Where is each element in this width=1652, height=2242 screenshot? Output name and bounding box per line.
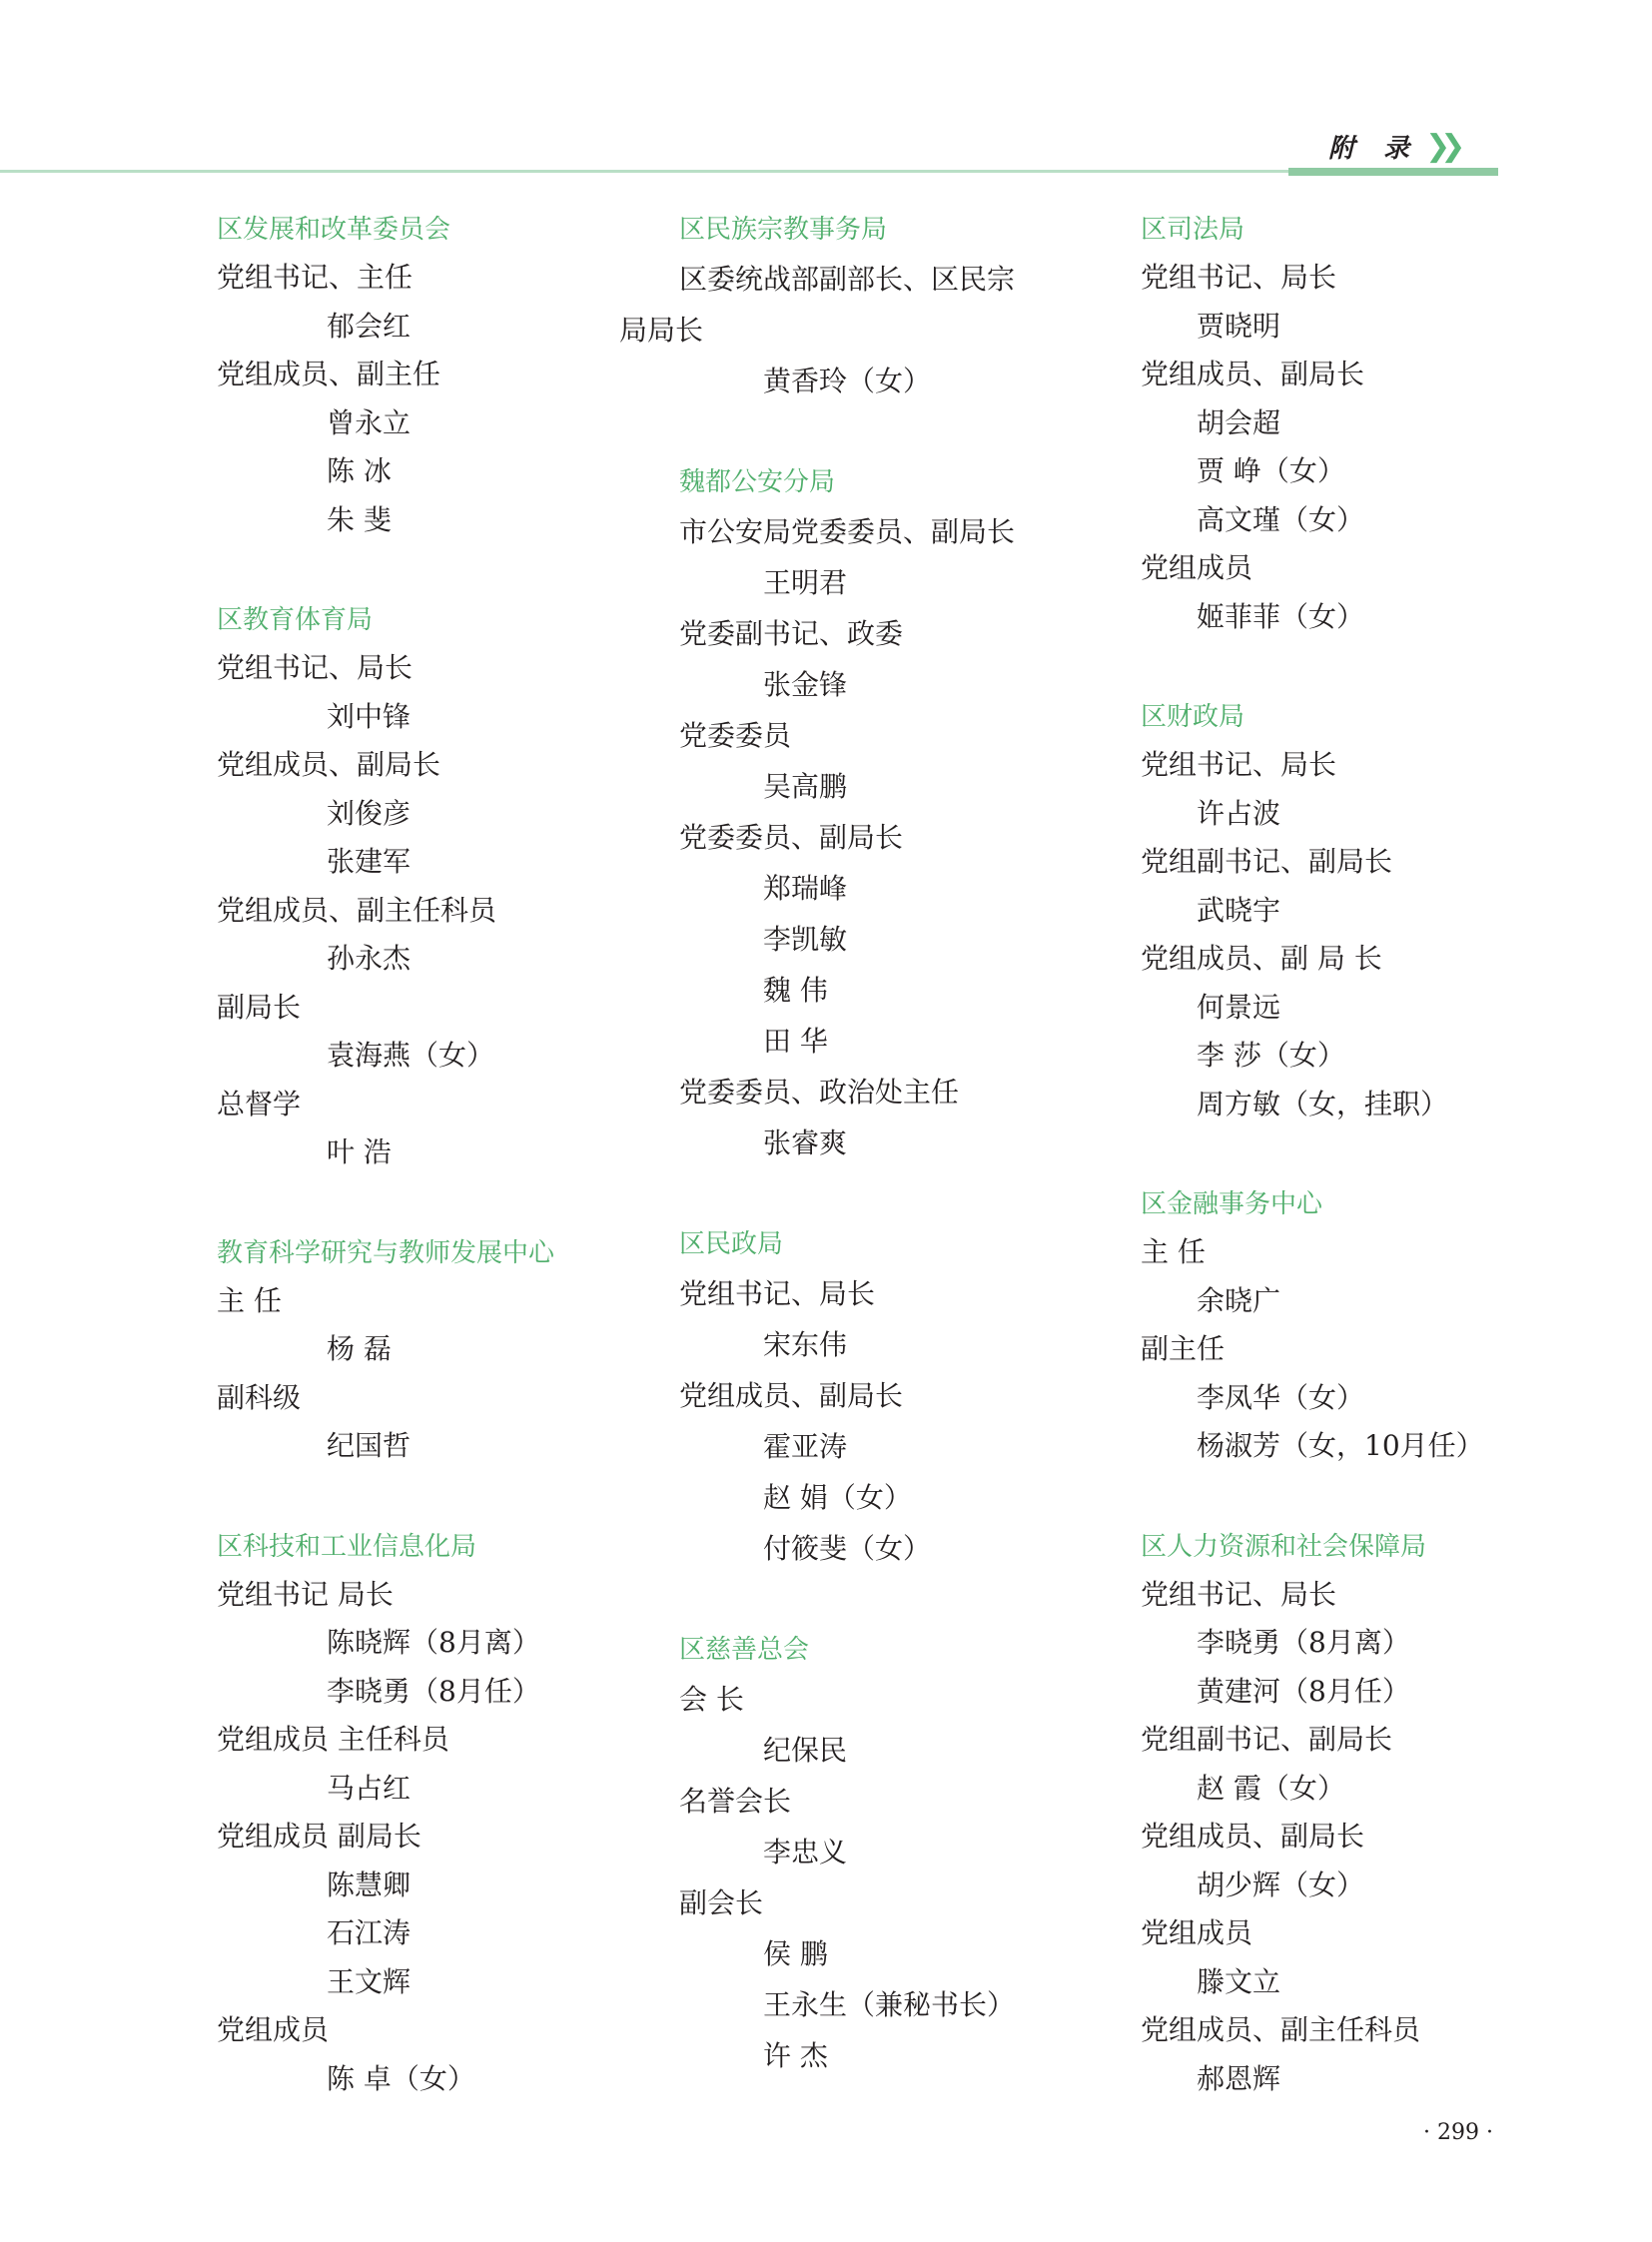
post-title: 副局长 [217,990,302,1024]
post-title: 副会长 [679,1886,764,1919]
post-title: 党组成员、副局长 [1141,1820,1365,1853]
person-name: 胡少辉（女） [1197,1868,1365,1901]
person-name: 陈晓辉（8月离） [327,1626,540,1659]
post-title: 党委委员、副局长 [679,821,904,854]
org-title: 魏都公安分局 [679,467,836,497]
person-name: 陈慧卿 [327,1868,412,1901]
column-left [217,206,646,2155]
post-title: 副科级 [217,1380,302,1414]
post-title: 党组成员 [1141,551,1253,584]
post-title: 党组书记、局长 [679,1277,876,1310]
post-title: 党组书记 局长 [217,1577,394,1611]
post-title: 总督学 [217,1087,302,1121]
person-name: 张睿爽 [763,1126,848,1159]
org-section [217,206,646,544]
person-name: 纪保民 [763,1734,848,1767]
person-name: 武晓宇 [1197,893,1281,927]
person-name: 王永生（兼秘书长） [763,1988,1016,2021]
person-name: 许 杰 [763,2039,828,2072]
post-title: 党组成员、副 局 长 [1141,942,1382,975]
org-section [217,1523,646,2104]
person-name: 曾永立 [327,405,412,439]
column-right [1141,206,1540,2155]
person-name: 孙永杰 [327,942,412,975]
person-name: 李晓勇（8月离） [1197,1626,1410,1659]
post-title: 党组成员 [217,2013,330,2046]
org-section [217,596,646,1177]
person-name: 杨淑芳（女，10月任） [1197,1429,1484,1462]
person-name: 赵 霞（女） [1197,1771,1345,1805]
person-name: 郝恩辉 [1197,2061,1281,2095]
person-name: 刘俊彦 [327,796,412,830]
post-title: 党组书记、局长 [1141,261,1337,294]
person-name: 杨 磊 [327,1332,392,1365]
person-name: 马占红 [327,1771,412,1805]
org-title: 区慈善总会 [679,1635,810,1665]
person-name: 霍亚涛 [763,1430,848,1463]
person-name: 张建军 [327,845,412,878]
org-section [679,1220,1079,1574]
person-name: 黄建河（8月任） [1197,1674,1410,1708]
post-title: 党组书记、局长 [1141,1577,1337,1611]
person-name: 郁会红 [327,309,412,343]
person-name: 李凤华（女） [1197,1380,1365,1414]
org-title: 区科技和工业信息化局 [217,1531,477,1562]
org-section [619,206,1079,406]
org-section [679,1626,1079,2081]
section-name: 附 录 [1328,133,1420,164]
post-title: 党委副书记、政委 [679,617,904,650]
person-name: 刘中锋 [327,699,412,733]
person-name: 余晓广 [1197,1283,1281,1317]
person-name: 吴高鹏 [763,770,848,803]
post-title: 市公安局党委委员、副局长 [679,515,1016,548]
post-title: 党组成员、副局长 [679,1379,904,1412]
person-name: 叶 浩 [327,1135,392,1168]
post-title: 会 长 [679,1683,744,1716]
post-title: 党组成员、副局长 [217,748,441,781]
person-name: 姬菲菲（女） [1197,599,1365,633]
post-title: 主 任 [1141,1235,1206,1268]
person-name: 何景远 [1197,990,1281,1024]
org-section [1141,1180,1540,1471]
page-number: · 299 · [1423,2120,1493,2145]
org-title: 区发展和改革委员会 [217,215,451,245]
person-name: 赵 娟（女） [763,1481,912,1514]
post-title: 区委统战部副部长、区民宗 [679,263,1016,296]
post-title: 党委委员、政治处主任 [679,1076,960,1109]
org-section [1141,1523,1540,2104]
post-title: 党组书记、局长 [217,651,413,684]
person-name: 贾 峥（女） [1197,454,1345,487]
post-title: 党组成员、副主任 [217,358,441,390]
post-title: 局局长 [619,314,704,347]
org-title: 区金融事务中心 [1141,1189,1323,1219]
org-title: 区民族宗教事务局 [679,215,888,245]
post-title: 党组副书记、副局长 [1141,845,1393,878]
org-section [1141,693,1540,1128]
person-name: 滕文立 [1197,1964,1281,1998]
person-name: 胡会超 [1197,405,1281,439]
person-name: 石江涛 [327,1916,412,1949]
person-name: 李 莎（女） [1197,1039,1345,1072]
header-accent-bar [1288,168,1498,176]
person-name: 王明君 [763,566,848,599]
header-rule [0,170,1498,173]
person-name: 许占波 [1197,796,1281,830]
double-chevron-right-icon: ❯❯ [1425,128,1456,164]
person-name: 张金锋 [763,668,848,701]
running-head [1328,128,1455,164]
person-name: 付筱斐（女） [763,1532,932,1565]
org-title: 区教育体育局 [217,605,374,635]
org-title: 区司法局 [1141,215,1245,245]
org-title: 区人力资源和社会保障局 [1141,1531,1427,1562]
post-title: 党委委员 [679,719,792,752]
org-title: 教育科学研究与教师发展中心 [217,1237,555,1268]
person-name: 袁海燕（女） [327,1039,495,1072]
post-title: 党组成员 主任科员 [217,1723,449,1756]
post-title: 党组成员、副局长 [1141,358,1365,390]
post-title: 党组成员 [1141,1916,1253,1949]
post-title: 党组书记、局长 [1141,748,1337,781]
column-middle [619,206,1079,2133]
person-name: 李忠义 [763,1836,848,1868]
person-name: 郑瑞峰 [763,872,848,905]
person-name: 田 华 [763,1025,828,1058]
person-name: 李晓勇（8月任） [327,1674,540,1708]
person-name: 周方敏（女，挂职） [1197,1087,1449,1121]
person-name: 陈 卓（女） [327,2061,475,2095]
org-section [1141,206,1540,641]
post-title: 党组成员、副主任科员 [217,893,497,927]
post-title: 党组成员 副局长 [217,1820,421,1853]
post-title: 党组书记、主任 [217,261,413,294]
person-name: 陈 冰 [327,454,392,487]
person-name: 王文辉 [327,1964,412,1998]
post-title: 党组副书记、副局长 [1141,1723,1393,1756]
person-name: 纪国哲 [327,1429,412,1462]
org-section [217,1229,646,1471]
org-title: 区财政局 [1141,702,1245,732]
person-name: 侯 鹏 [763,1937,828,1970]
org-title: 区民政局 [679,1229,784,1259]
post-title: 主 任 [217,1283,282,1317]
person-name: 魏 伟 [763,974,828,1007]
person-name: 高文瑾（女） [1197,502,1365,536]
post-title: 副主任 [1141,1332,1226,1365]
person-name: 贾晓明 [1197,309,1281,343]
post-title: 名誉会长 [679,1785,792,1818]
person-name: 朱 斐 [327,502,392,536]
org-section [679,458,1079,1168]
person-name: 黄香玲（女） [763,365,932,397]
person-name: 李凯敏 [763,923,848,956]
person-name: 宋东伟 [763,1328,848,1361]
post-title: 党组成员、副主任科员 [1141,2013,1421,2046]
